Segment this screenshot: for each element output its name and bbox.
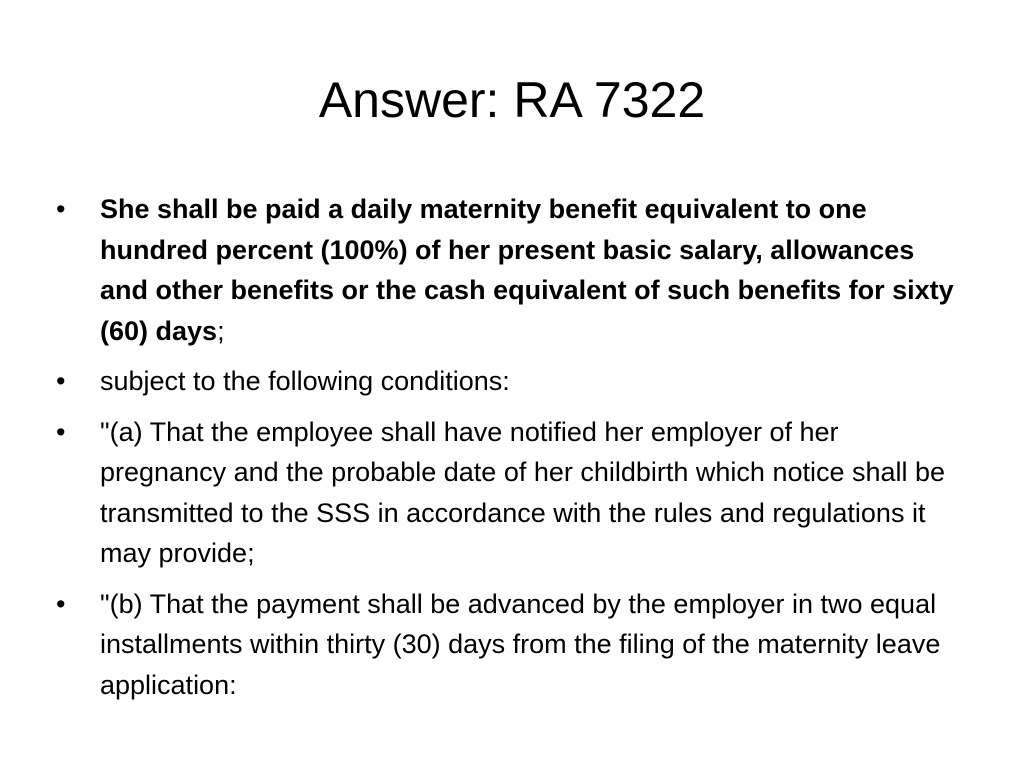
slide-title: Answer: RA 7322 xyxy=(318,72,706,128)
bullet-icon: • xyxy=(56,416,66,447)
bullet-list xyxy=(56,189,968,715)
bullet-item-3 xyxy=(56,412,968,574)
bullet-item-2 xyxy=(56,361,968,402)
bullet-1-bold-text: She shall be paid a daily maternity benefit equivalent to one hundred percent (100%) of her present basic salary, allowances and other benefits or the cash equivalent of such benefits for sixty (60) days xyxy=(100,194,954,346)
bullet-icon: • xyxy=(56,194,66,224)
bullet-3-text: "(a) That the employee shall have notified her employer of her pregnancy and the probable date of her childbirth which notice shall be transmitted to the SSS in accordance with the rules and regulations it may provide; xyxy=(100,416,946,568)
bullet-2-text: subject to the following conditions: xyxy=(100,366,510,396)
bullet-item-4 xyxy=(56,584,968,706)
bullet-4-text: "(b) That the payment shall be advanced by the employer in two equal installments within thirty (30) days from the filing of the maternity leave application: xyxy=(100,588,941,700)
bullet-item-1 xyxy=(56,189,968,351)
bullet-1-text: ; xyxy=(217,315,225,346)
bullet-icon: • xyxy=(56,366,66,396)
bullet-icon: • xyxy=(56,588,66,619)
